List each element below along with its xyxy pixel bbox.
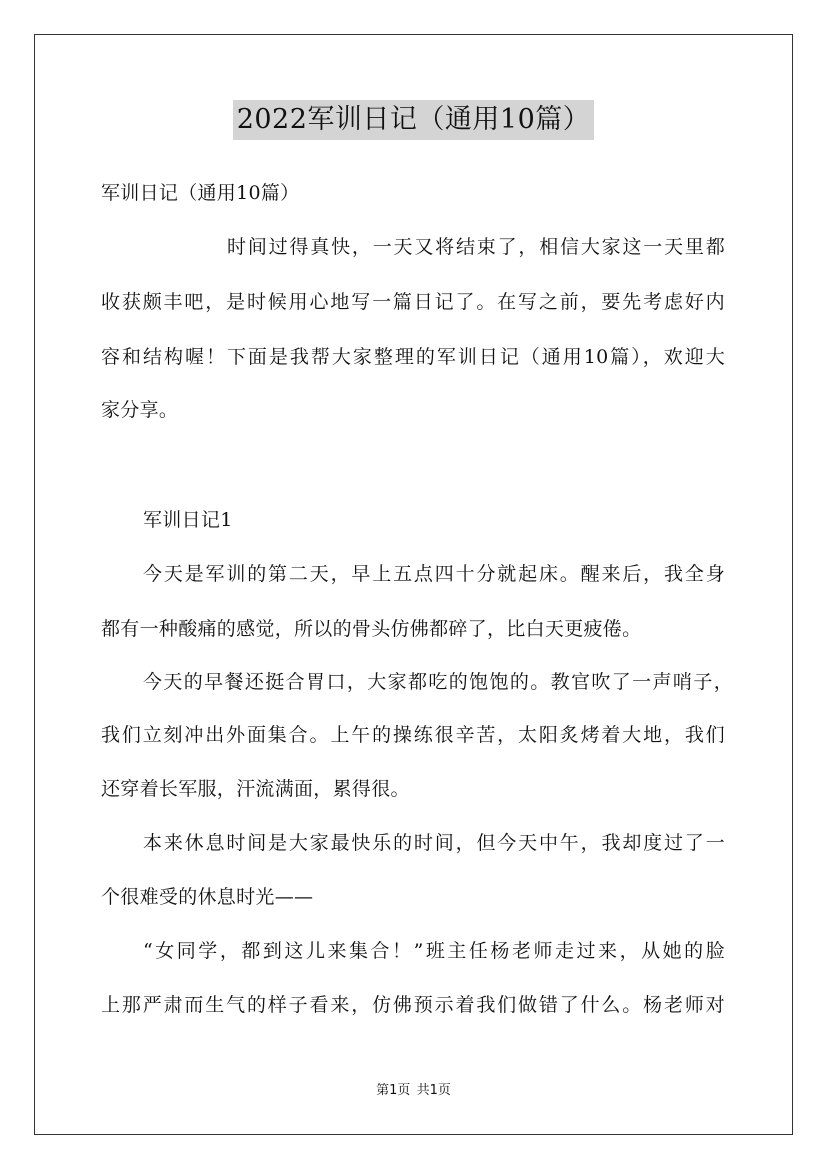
- body-line: 今天是军训的第二天，早上五点四十分就起床。醒来后，我全身: [143, 563, 725, 585]
- section-heading: 军训日记1: [143, 509, 233, 531]
- body-line: 我们立刻冲出外面集合。上午的操练很辛苦，太阳炙烤着大地，我们: [101, 724, 725, 746]
- body-line: 还穿着长军服，汗流满面，累得很。: [101, 778, 410, 800]
- document-subtitle: 军训日记（通用10篇）: [101, 182, 300, 204]
- intro-line: 时间过得真快，一天又将结束了，相信大家这一天里都: [227, 236, 725, 258]
- current-page-label: 第1页: [376, 1083, 411, 1098]
- body-line: 今天的早餐还挺合胃口，大家都吃的饱饱的。教官吹了一声哨子，: [143, 671, 733, 693]
- intro-line: 容和结构喔！下面是我帮大家整理的军训日记（通用10篇），欢迎大: [101, 346, 725, 368]
- total-pages-label: 共1页: [416, 1083, 451, 1098]
- body-line: 个很难受的休息时光——: [101, 886, 314, 908]
- body-line: “女同学，都到这儿来集合！”班主任杨老师走过来，从她的脸: [143, 940, 725, 962]
- body-line: 本来休息时间是大家最快乐的时间，但今天中午，我却度过了一: [143, 832, 725, 854]
- body-line: 上那严肃而生气的样子看来，仿佛预示着我们做错了什么。杨老师对: [101, 994, 725, 1016]
- body-line: 都有一种酸痛的感觉，所以的骨头仿佛都碎了，比白天更疲倦。: [101, 618, 642, 640]
- page-footer: [0, 1082, 827, 1100]
- title-container: [0, 100, 827, 140]
- intro-line: 收获颇丰吧，是时候用心地写一篇日记了。在写之前，要先考虑好内: [101, 291, 725, 313]
- intro-line: 家分享。: [101, 399, 179, 421]
- document-title: 2022军训日记（通用10篇）: [233, 100, 595, 140]
